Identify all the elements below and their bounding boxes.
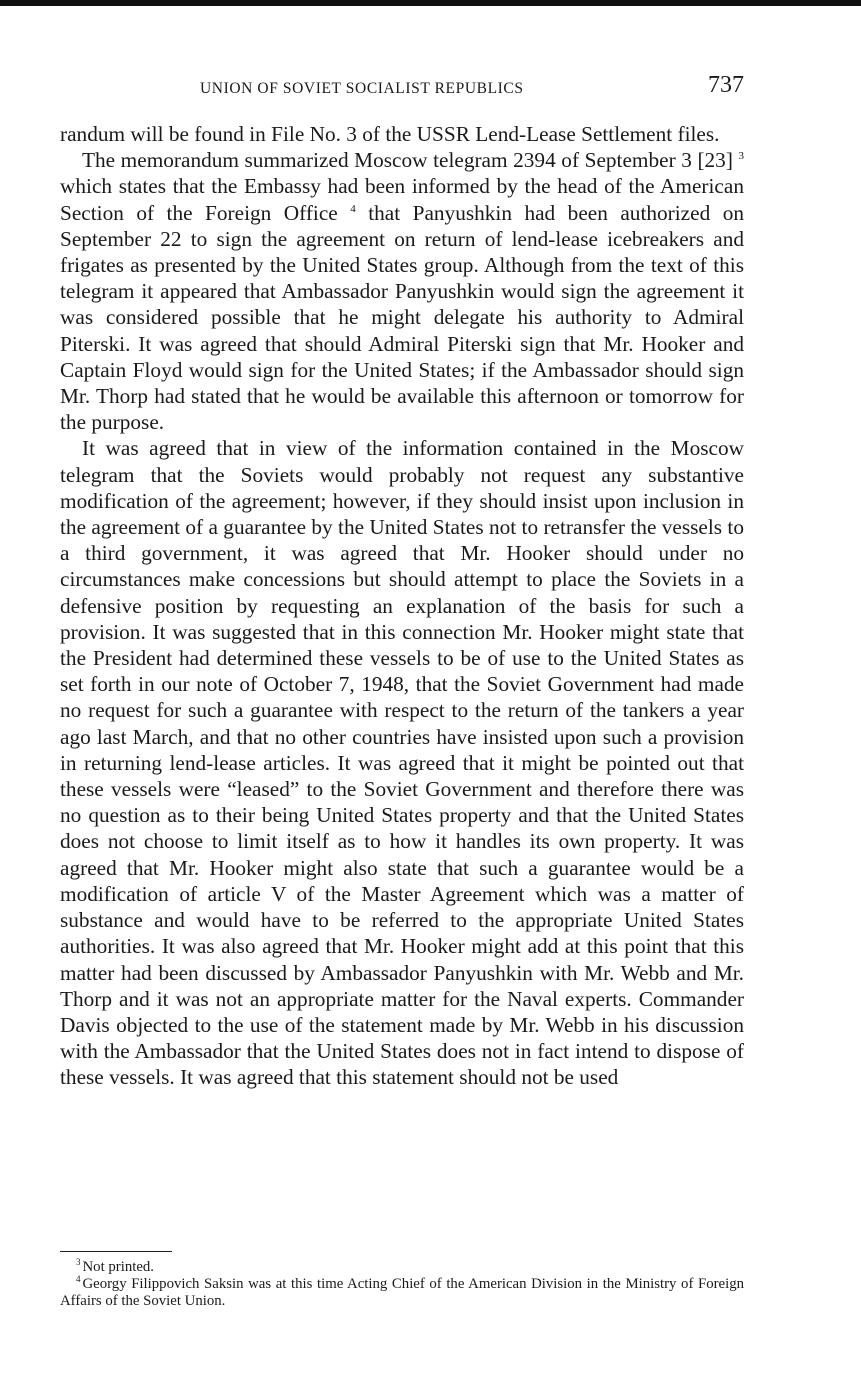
paragraph-text: The memorandum summarized Moscow telegram 2394 of September 3 [23] xyxy=(82,148,733,173)
running-head: UNION OF SOVIET SOCIALIST REPUBLICS xyxy=(200,80,524,97)
footnote-divider xyxy=(60,1251,172,1252)
paragraph-text: which states that the Embassy had been informed by the head of the American Section of the Foreign Office xyxy=(60,174,744,225)
footnote-mark: 3 xyxy=(76,1257,81,1268)
body-text xyxy=(60,121,744,1091)
paragraph-memorandum-summary xyxy=(60,147,744,435)
footnote-ref-3: 3 xyxy=(738,150,744,163)
paragraph-text: that Panyushkin had been authorized on September 22 to sign the agreement on return of lend-lease icebreakers and frigates as presented by the United States group. Although from the text of this telegram it appeared that Ambassador Panyushkin would sign the agreement it was considered possible that he might delegate his authority to Admiral Piterski. It was agreed that should Admiral Piterski sign that Mr. Hooker and Captain Floyd would sign for the United States; if the Ambassador should sign Mr. Thorp had stated that he would be available this afternoon or tomorrow for the purpose. xyxy=(60,200,744,435)
footnote-ref-4: 4 xyxy=(350,202,356,215)
page-header xyxy=(60,72,744,106)
footnote-3 xyxy=(60,1259,744,1276)
top-border-rule xyxy=(0,0,861,6)
footnote-text: Not printed. xyxy=(82,1259,155,1275)
footnote-mark: 4 xyxy=(76,1274,81,1285)
footnote-4 xyxy=(60,1276,744,1310)
paragraph-agreement-discussion: It was agreed that in view of the information contained in the Moscow telegram that the Soviets would probably not request any substantive modification of the agreement; however, if they should insist upon inclusion in the agreement of a guarantee by the United States not to retransfer the vessels to a third government, it was agreed that Mr. Hooker should under no circumstances make concessions but should attempt to place the Soviets in a defensive position by requesting an explanation of the basis for such a provision. It was suggested that in this connection Mr. Hooker might state that the President had determined these vessels to be of use to the United States as set forth in our note of October 7, 1948, that the Soviet Government had made no request for such a guarantee with respect to the return of the tankers a year ago last March, and that no other countries have insisted upon such a provision in returning lend-lease articles. It was agreed that it might be pointed out that these vessels were “leased” to the Soviet Government and therefore there was no question as to their being United States property and that the United States does not choose to limit itself as to how it handles its own property. It was agreed that Mr. Hooker might also state that such a guarantee would be a modification of article V of the Master Agreement which was a matter of substance and would have to be referred to the appropriate United States authorities. It was also agreed that Mr. Hooker might add at this point that this matter had been discussed by Ambassador Panyushkin with Mr. Webb and Mr. Thorp and it was not an appropriate matter for the Naval experts. Commander Davis objected to the use of the statement made by Mr. Webb in his discussion with the Ambassador that the United States does not in fact intend to dispose of these vessels. It was agreed that this statement should not be used xyxy=(60,436,744,1090)
footnotes xyxy=(60,1259,744,1310)
paragraph-continuation: randum will be found in File No. 3 of the USSR Lend-Lease Settlement files. xyxy=(60,122,720,146)
page-number: 737 xyxy=(708,72,744,98)
footnote-text: Georgy Filippovich Saksin was at this time Acting Chief of the American Division in the Ministry of Foreign Affairs of the Soviet Union. xyxy=(60,1276,744,1309)
